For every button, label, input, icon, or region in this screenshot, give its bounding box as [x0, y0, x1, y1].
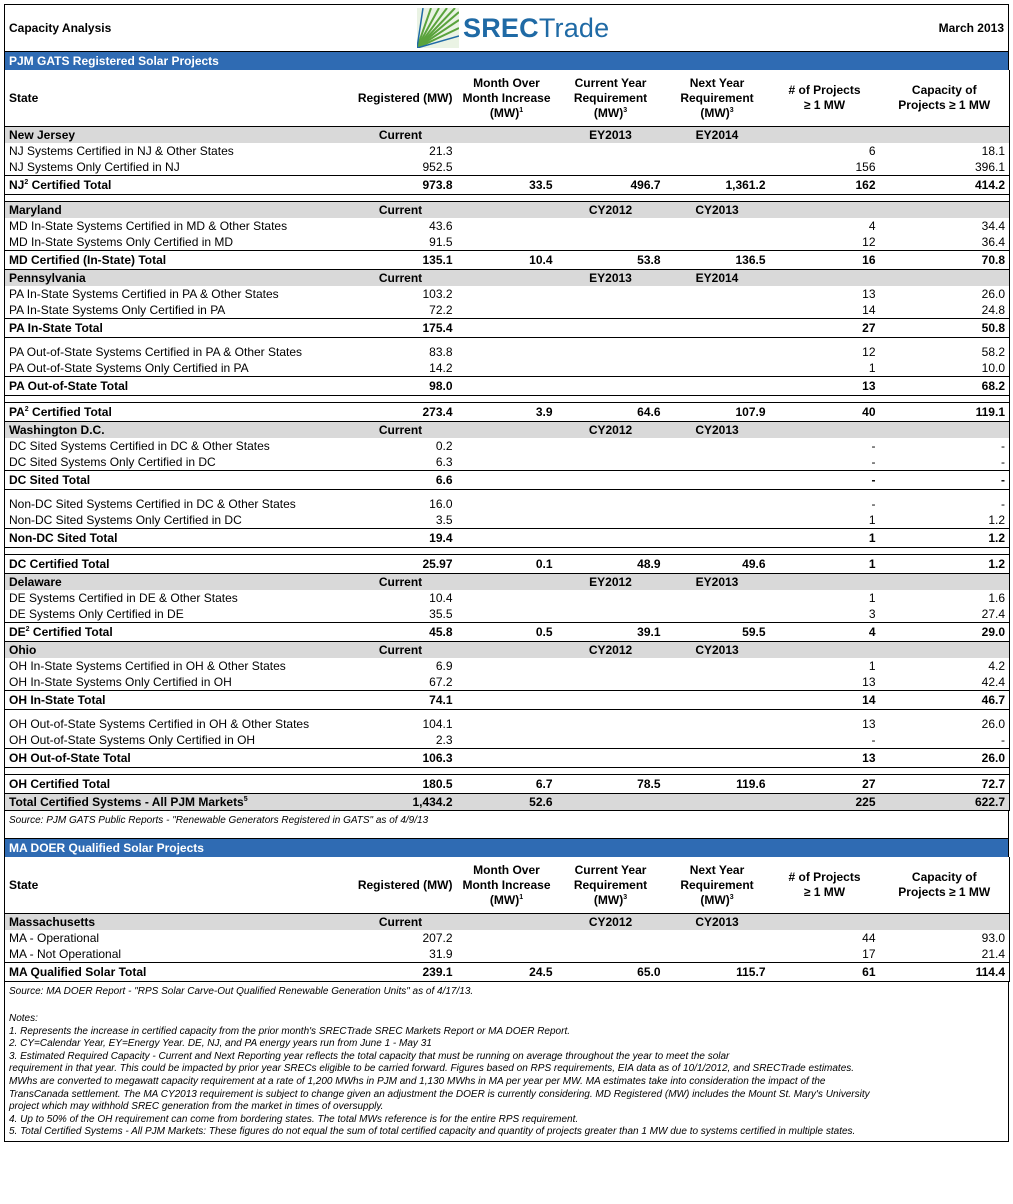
table-row: PA Out-of-State Systems Certified in PA & Other States 83.8 12 58.2	[5, 344, 1010, 360]
group-row-pa: Pennsylvania Current EY2013 EY2014	[5, 270, 1010, 287]
table-row: MD In-State Systems Certified in MD & Other States 43.6 4 34.4	[5, 218, 1010, 234]
table-row: OH In-State Systems Certified in OH & Other States 6.9 1 4.2	[5, 658, 1010, 674]
col-current-requirement: Current Year Requirement (MW)$^3$	[557, 70, 665, 127]
note-line: 3. Estimated Required Capacity - Current and Next Reporting year reflects the total capacity that must be running on average throughout the year to meet the solar	[9, 1050, 730, 1062]
table-header-row	[5, 70, 1010, 127]
report-page	[4, 4, 1009, 1142]
total-row-md: MD Certified (In-State) Total 135.1 10.4 53.8 136.5 16 70.8	[5, 251, 1010, 270]
table-row: MA - Not Operational 31.9 17 21.4	[5, 946, 1010, 963]
note-line: 2. CY=Calendar Year, EY=Energy Year. DE, NJ, and PA energy years run from June 1 - May 31	[9, 1038, 432, 1050]
table-row: OH In-State Systems Only Certified in OH 67.2 13 42.4	[5, 674, 1010, 691]
report-header	[4, 4, 1009, 51]
table-row: PA In-State Systems Certified in PA & Other States 103.2 13 26.0	[5, 286, 1010, 302]
col-month-increase: Month Over Month Increase (MW)$^1$	[457, 70, 557, 127]
total-row-dc: DC Certified Total 25.97 0.1 48.9 49.6 1 1.2	[5, 555, 1010, 574]
col-capacity: Capacity of Projects ≥ 1 MW	[880, 70, 1010, 127]
group-row-oh: Ohio Current CY2012 CY2013	[5, 642, 1010, 659]
table-header-row: State Registered (MW) Month Over Month Increase (MW)$^1$ Current Year Requirement (MW)$^3$ Next Year Requirement (MW)$^3$ # of Projects ≥ 1 MW Capacity of Projects ≥ 1 MW	[5, 857, 1010, 914]
note-line: MWhs are converted to megawatt capacity requirement at a rate of 1,200 MWhs in PJM and 1,130 MWhs in MA per year per MW. MA estimates take into consideration the impact of the	[9, 1075, 826, 1087]
table-row: DC Sited Systems Only Certified in DC 6.3 - -	[5, 454, 1010, 471]
table-row: Non-DC Sited Systems Certified in DC & Other States 16.0 - -	[5, 496, 1010, 512]
group-row-de: Delaware Current EY2012 EY2013	[5, 574, 1010, 591]
table-row: PA Out-of-State Systems Only Certified in PA 14.2 1 10.0	[5, 360, 1010, 377]
table-row: Non-DC Sited Systems Only Certified in DC 3.5 1 1.2	[5, 512, 1010, 529]
total-row-ma: MA Qualified Solar Total 239.1 24.5 65.0 115.7 61 114.4	[5, 963, 1010, 982]
table-row: DE Systems Only Certified in DE 35.5 3 27.4	[5, 606, 1010, 623]
note-line: 5. Total Certified Systems - All PJM Markets: These figures do not equal the sum of total certified capacity and quantity of projects greater than 1 MW due to systems certified in multiple states.	[9, 1126, 856, 1138]
table-row: OH Out-of-State Systems Certified in OH & Other States 104.1 13 26.0	[5, 716, 1010, 732]
subtotal-row: PA Out-of-State Total 98.0 13 68.2	[5, 377, 1010, 396]
sunburst-logo-icon	[417, 8, 459, 48]
pjm-section-title: PJM GATS Registered Solar Projects	[4, 51, 1009, 70]
table-row: OH Out-of-State Systems Only Certified in OH 2.3 - -	[5, 732, 1010, 749]
note-line: 4. Up to 50% of the OH requirement can come from bordering states. The total MWs reference is for the entire RPS requirement.	[9, 1113, 579, 1125]
group-row-ma: Massachusetts Current CY2012 CY2013	[5, 914, 1010, 931]
total-row-nj: $NJ^2$ Certified Total 973.8 33.5 496.7 1,361.2 162 414.2	[5, 176, 1010, 195]
group-row-dc: Washington D.C. Current CY2012 CY2013	[5, 422, 1010, 439]
table-row: NJ Systems Certified in NJ & Other States 21.3 6 18.1	[5, 143, 1010, 159]
report-title: Capacity Analysis	[9, 21, 112, 35]
subtotal-row: OH In-State Total 74.1 14 46.7	[5, 691, 1010, 710]
group-row-nj: New Jersey Current EY2013 EY2014	[5, 127, 1010, 144]
footnotes	[4, 1009, 1009, 1142]
total-row-pa: $PA^2$ Certified Total 273.4 3.9 64.6 107.9 40 119.1	[5, 403, 1010, 422]
subtotal-row: DC Sited Total 6.6 - -	[5, 471, 1010, 490]
note-line: TransCanada settlement. The MA CY2013 requirement is subject to change given an adjustment the DOER is currently considering. MD Registered (MW) includes the Mount St. Mary's University	[9, 1088, 870, 1100]
logo-wordmark: SRECTrade	[463, 12, 610, 43]
subtotal-row: PA In-State Total 175.4 27 50.8	[5, 319, 1010, 338]
report-date: March 2013	[938, 21, 1004, 35]
table-row: DC Sited Systems Certified in DC & Other States 0.2 - -	[5, 438, 1010, 454]
col-state: State	[5, 70, 345, 127]
note-line: Notes:	[9, 1013, 38, 1024]
note-line: 1. Represents the increase in certified capacity from the prior month's SRECTrade SREC Markets Report or MA DOER Report.	[9, 1025, 571, 1037]
table-row: DE Systems Certified in DE & Other States 10.4 1 1.6	[5, 590, 1010, 606]
subtotal-row: Non-DC Sited Total 19.4 1 1.2	[5, 529, 1010, 548]
ma-table	[4, 857, 1010, 982]
group-row-md: Maryland Current CY2012 CY2013	[5, 202, 1010, 219]
note-line: project which may withhold SREC generation from the market in times of oversupply.	[9, 1101, 384, 1113]
pjm-source-note: Source: PJM GATS Public Reports - "Renewable Generators Registered in GATS" as of 4/9/13	[4, 811, 1009, 838]
srectrade-logo	[417, 8, 609, 48]
col-registered: Registered (MW)	[345, 70, 457, 127]
col-next-requirement: Next Year Requirement (MW)$^3$	[665, 70, 770, 127]
col-projects: # of Projects ≥ 1 MW	[770, 70, 880, 127]
grand-total-row: Total Certified Systems - All PJM Markets$^5$ 1,434.2 52.6 225 622.7	[5, 794, 1010, 811]
total-row-oh: OH Certified Total 180.5 6.7 78.5 119.6 27 72.7	[5, 775, 1010, 794]
note-line: requirement in that year. This could be impacted by prior year SRECs eligible to be carried forward. Figures based on RPS requirements, EIA data as of 10/1/2012, and SRECTrade estimates.	[9, 1063, 855, 1075]
table-row: MA - Operational 207.2 44 93.0	[5, 930, 1010, 946]
ma-section-title: MA DOER Qualified Solar Projects	[4, 838, 1009, 857]
table-row: MD In-State Systems Only Certified in MD 91.5 12 36.4	[5, 234, 1010, 251]
table-row: PA In-State Systems Only Certified in PA 72.2 14 24.8	[5, 302, 1010, 319]
subtotal-row: OH Out-of-State Total 106.3 13 26.0	[5, 749, 1010, 768]
total-row-de: $DE^2$ Certified Total 45.8 0.5 39.1 59.5 4 29.0	[5, 623, 1010, 642]
table-row: NJ Systems Only Certified in NJ 952.5 156 396.1	[5, 159, 1010, 176]
pjm-table	[4, 70, 1010, 811]
ma-source-note: Source: MA DOER Report - "RPS Solar Carve-Out Qualified Renewable Generation Units" as of 4/17/13.	[4, 982, 1009, 1009]
